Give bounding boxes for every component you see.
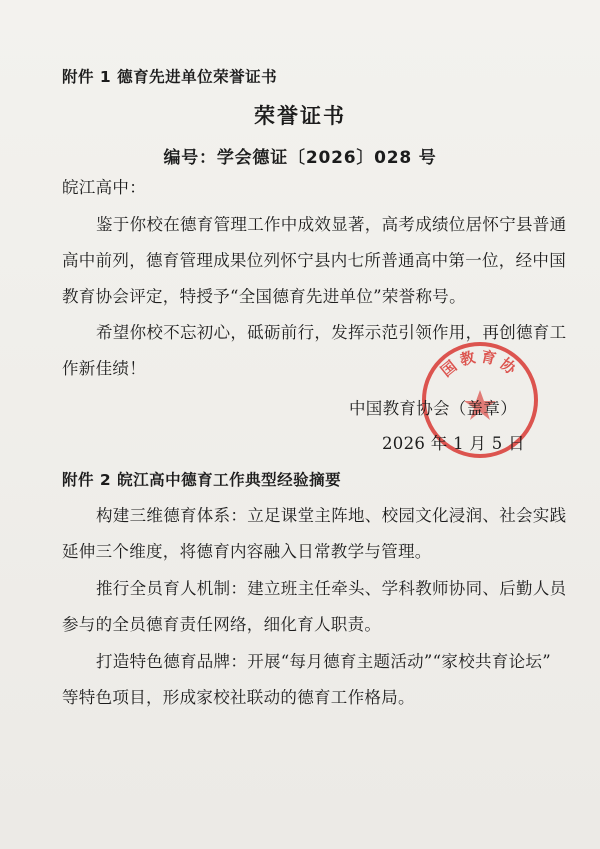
attachment2-heading: 附件 2 皖江高中德育工作典型经验摘要 (62, 471, 342, 489)
issue-date: 2026 年 1 月 5 日 (382, 434, 525, 453)
experience-line: 打造特色德育品牌：开展“每月德育主题活动”“家校共育论坛” (96, 652, 551, 671)
body-line: 作新佳绩！ (62, 359, 146, 378)
body-line: 教育协会评定，特授予“全国德育先进单位”荣誉称号。 (62, 287, 466, 306)
body-line: 鉴于你校在德育管理工作中成效显著，高考成绩位居怀宁县普通 (96, 215, 567, 234)
body-line: 高中前列，德育管理成果位列怀宁县内七所普通高中第一位，经中国 (62, 251, 566, 270)
issuer: 中国教育协会（盖章） (349, 399, 517, 418)
experience-line: 推行全员育人机制：建立班主任牵头、学科教师协同、后勤人员 (96, 579, 567, 598)
certificate-number: 编号：学会德证〔2026〕028 号 (163, 148, 437, 168)
certificate-title: 荣誉证书 (254, 103, 346, 128)
experience-line: 构建三维德育体系：立足课堂主阵地、校园文化浸润、社会实践 (96, 506, 567, 525)
recipient: 皖江高中： (62, 178, 146, 197)
experience-line: 等特色项目，形成家校社联动的德育工作格局。 (62, 688, 415, 707)
experience-line: 参与的全员德育责任网络，细化育人职责。 (62, 615, 382, 634)
attachment1-heading: 附件 1 德育先进单位荣誉证书 (62, 68, 278, 86)
experience-line: 延伸三个维度，将德育内容融入日常教学与管理。 (62, 542, 432, 561)
seal-text: 国教育协 (437, 347, 523, 381)
body-line: 希望你校不忘初心，砥砺前行，发挥示范引领作用，再创德育工 (96, 323, 567, 342)
